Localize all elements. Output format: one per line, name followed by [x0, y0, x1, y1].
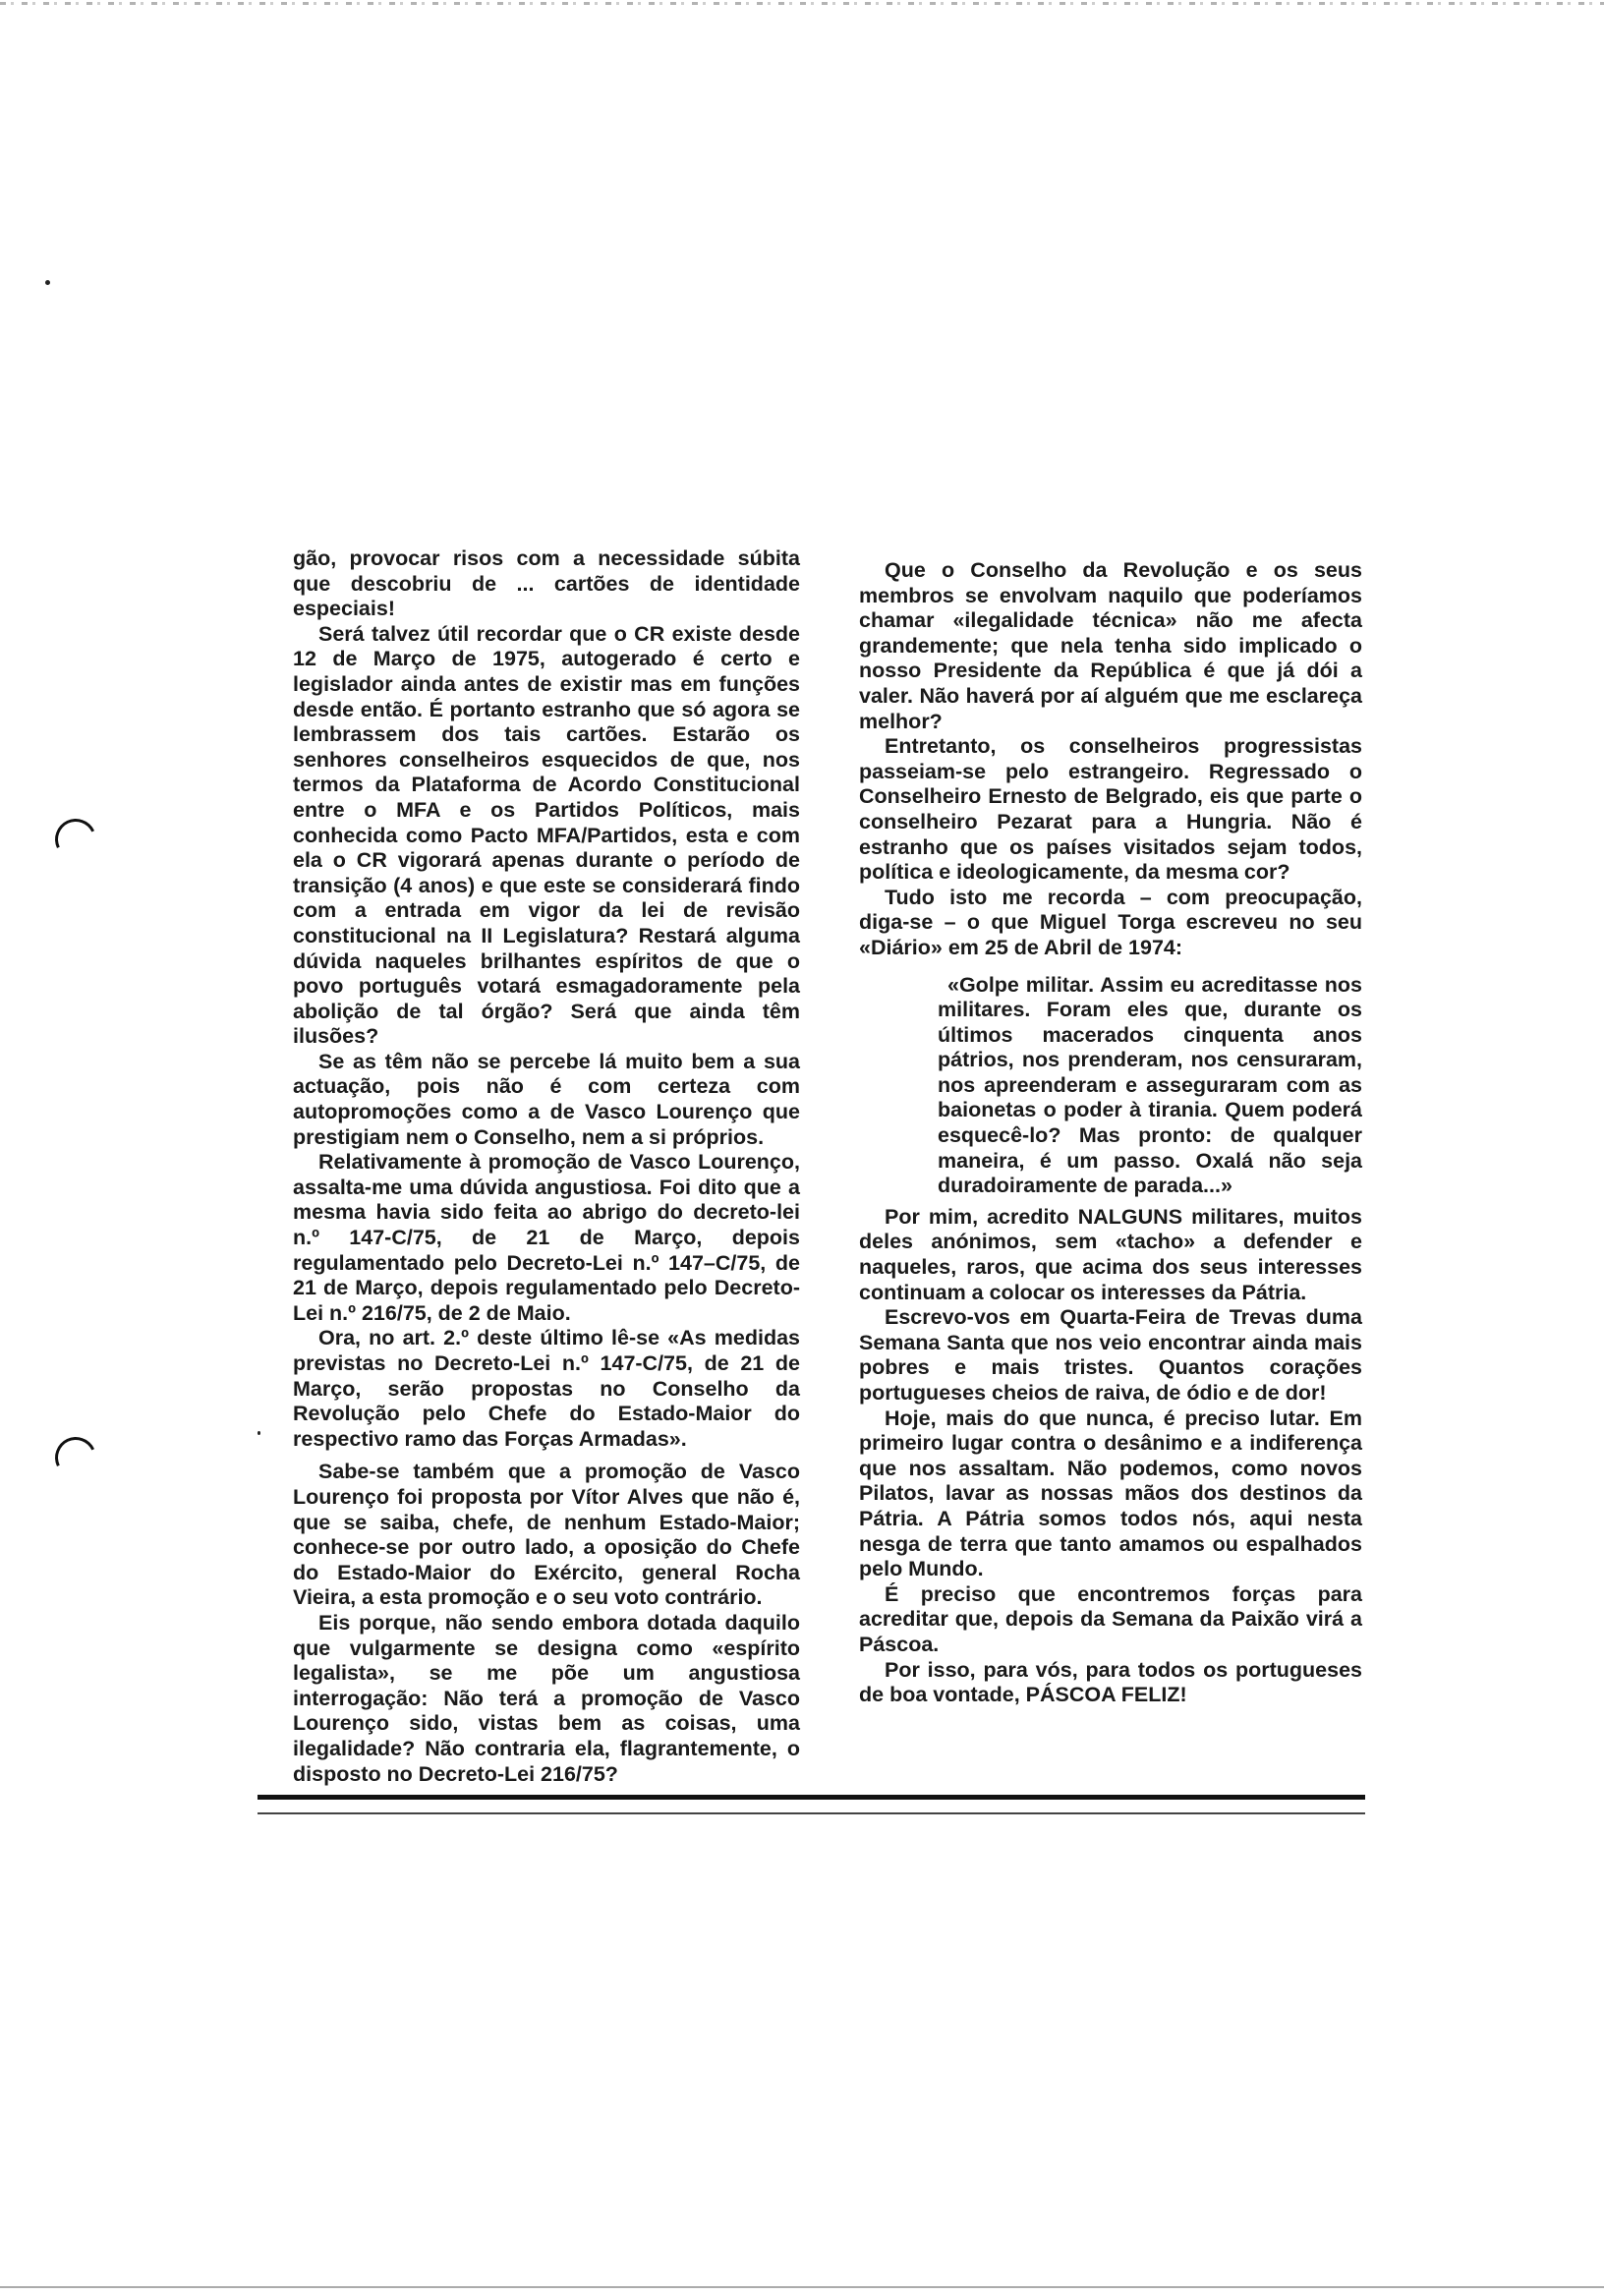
- scan-bottom-edge: [0, 2286, 1604, 2288]
- punch-hole-icon: [49, 813, 102, 866]
- paragraph: Se as têm não se percebe lá muito bem a sua actuação, pois não é com certeza com autopromoções como a de Vasco Lourenço que prestigiam nem o Conselho, nem a si próprios.: [293, 1049, 800, 1149]
- punch-hole-icon: [49, 1431, 102, 1484]
- paragraph: Eis porque, não sendo embora dotada daquilo que vulgarmente se designa como «espírito legalista», se me põe um angustiosa interrogação: Não terá a promoção de Vasco Lourenço sido, vistas bem as coisas, uma ilegalidade? Não contraria ela, flagrantemente, o disposto no Decreto-Lei 216/75?: [293, 1610, 800, 1786]
- paragraph: Tudo isto me recorda – com preocupação, diga-se – o que Miguel Torga escreveu no seu «Diário» em 25 de Abril de 1974:: [859, 885, 1362, 959]
- paragraph: Sabe-se também que a promoção de Vasco Lourenço foi proposta por Vítor Alves que não é, que se saiba, chefe, de nenhum Estado-Maior; conhece-se por outro lado, a oposição do Chefe do Estado-Maior do Exército, general Rocha Vieira, a esta promoção e o seu voto contrário.: [293, 1460, 800, 1610]
- paragraph: Hoje, mais do que nunca, é preciso lutar. Em primeiro lugar contra o desânimo e a indiferença que nos assaltam. Não podemos, como novos Pilatos, lavar as nossas mãos dos destinos da Pátria. A Pátria somos todos nós, aqui nesta nesga de terra que tanto amamos ou espalhados pelo Mundo.: [859, 1406, 1362, 1581]
- scan-speck: [258, 1431, 260, 1435]
- paragraph: Por mim, acredito NALGUNS militares, muitos deles anónimos, sem «tacho» a defender e naqueles, raros, que acima dos seus interesses continuam a colocar os interesses da Pátria.: [859, 1204, 1362, 1304]
- paragraph: Que o Conselho da Revolução e os seus membros se envolvam naquilo que poderíamos chamar «ilegalidade técnica» não me afecta grandemente; que nela tenha sido implicado o nosso Presidente da República é que já dói a valer. Não haverá por aí alguém que me esclareça melhor?: [859, 558, 1362, 733]
- paragraph: Escrevo-vos em Quarta-Feira de Trevas duma Semana Santa que nos veio encontrar ainda mais pobres e mais tristes. Quantos corações portugueses cheios de raiva, de ódio e de dor!: [859, 1305, 1362, 1405]
- article-right-column: [859, 558, 1362, 1708]
- paragraph: Entretanto, os conselheiros progressistas passeiam-se pelo estrangeiro. Regressado o Conselheiro Ernesto de Belgrado, eis que parte o conselheiro Pezarat para a Hungria. Não é estranho que os países visitados sejam todos, política e ideologicamente, da mesma cor?: [859, 734, 1362, 885]
- paragraph: Será talvez útil recordar que o CR existe desde 12 de Março de 1975, autogerado é certo e legislador ainda antes de existir mas em funções desde então. É portanto estranho que só agora se lembrassem dos tais cartões. Estarão os senhores conselheiros esquecidos de que, nos termos da Plataforma de Acordo Constitucional entre o MFA e os Partidos Políticos, mais conhecida como Pacto MFA/Partidos, esta e com ela o CR vigorará apenas durante o período de transição (4 anos) e que este se considerará findo com a entrada em vigor da lei de revisão constitucional na II Legislatura? Restará alguma dúvida naqueles brilhantes espíritos de que o povo português votará esmagadoramente pela abolição de tal órgão? Será que ainda têm ilusões?: [293, 621, 800, 1049]
- column-end-rule: [258, 1795, 1365, 1800]
- paragraph: Ora, no art. 2.º deste último lê-se «As medidas previstas no Decreto-Lei n.º 147-C/75, de 21 de Março, serão propostas no Conselho da Revolução pelo Chefe do Estado-Maior do respectivo ramo das Forças Armadas».: [293, 1326, 800, 1451]
- scan-top-edge: [0, 2, 1604, 5]
- scan-speck: [45, 280, 50, 285]
- paragraph: É preciso que encontremos forças para acreditar que, depois da Semana da Paixão virá a Páscoa.: [859, 1581, 1362, 1656]
- paragraph: gão, provocar risos com a necessidade súbita que descobriu de ... cartões de identidade especiais!: [293, 546, 800, 621]
- article-left-column: [293, 546, 800, 1787]
- paragraph: Por isso, para vós, para todos os portugueses de boa vontade, PÁSCOA FELIZ!: [859, 1657, 1362, 1707]
- column-end-rule-thin: [258, 1812, 1365, 1814]
- quote-text: «Golpe militar. Assim eu acreditasse nos militares. Foram eles que, durante os últimos macerados cinquenta anos pátrios, nos prenderam, nos censuraram, nos apreenderam e asseguraram com as baionetas o poder à tirania. Quem poderá esquecê-lo? Mas pronto: de qualquer maneira, é um passo. Oxalá não seja duradoiramente de parada...»: [938, 972, 1362, 1198]
- paragraph: Relativamente à promoção de Vasco Lourenço, assalta-me uma dúvida angustiosa. Foi dito que a mesma havia sido feita ao abrigo do decreto-lei n.º 147-C/75, de 21 de Março, depois regulamentado pelo Decreto-Lei n.º 147–C/75, de 21 de Março, depois regulamentado pelo Decreto-Lei n.º 216/75, de 2 de Maio.: [293, 1150, 800, 1325]
- torga-quote: [938, 973, 1362, 1199]
